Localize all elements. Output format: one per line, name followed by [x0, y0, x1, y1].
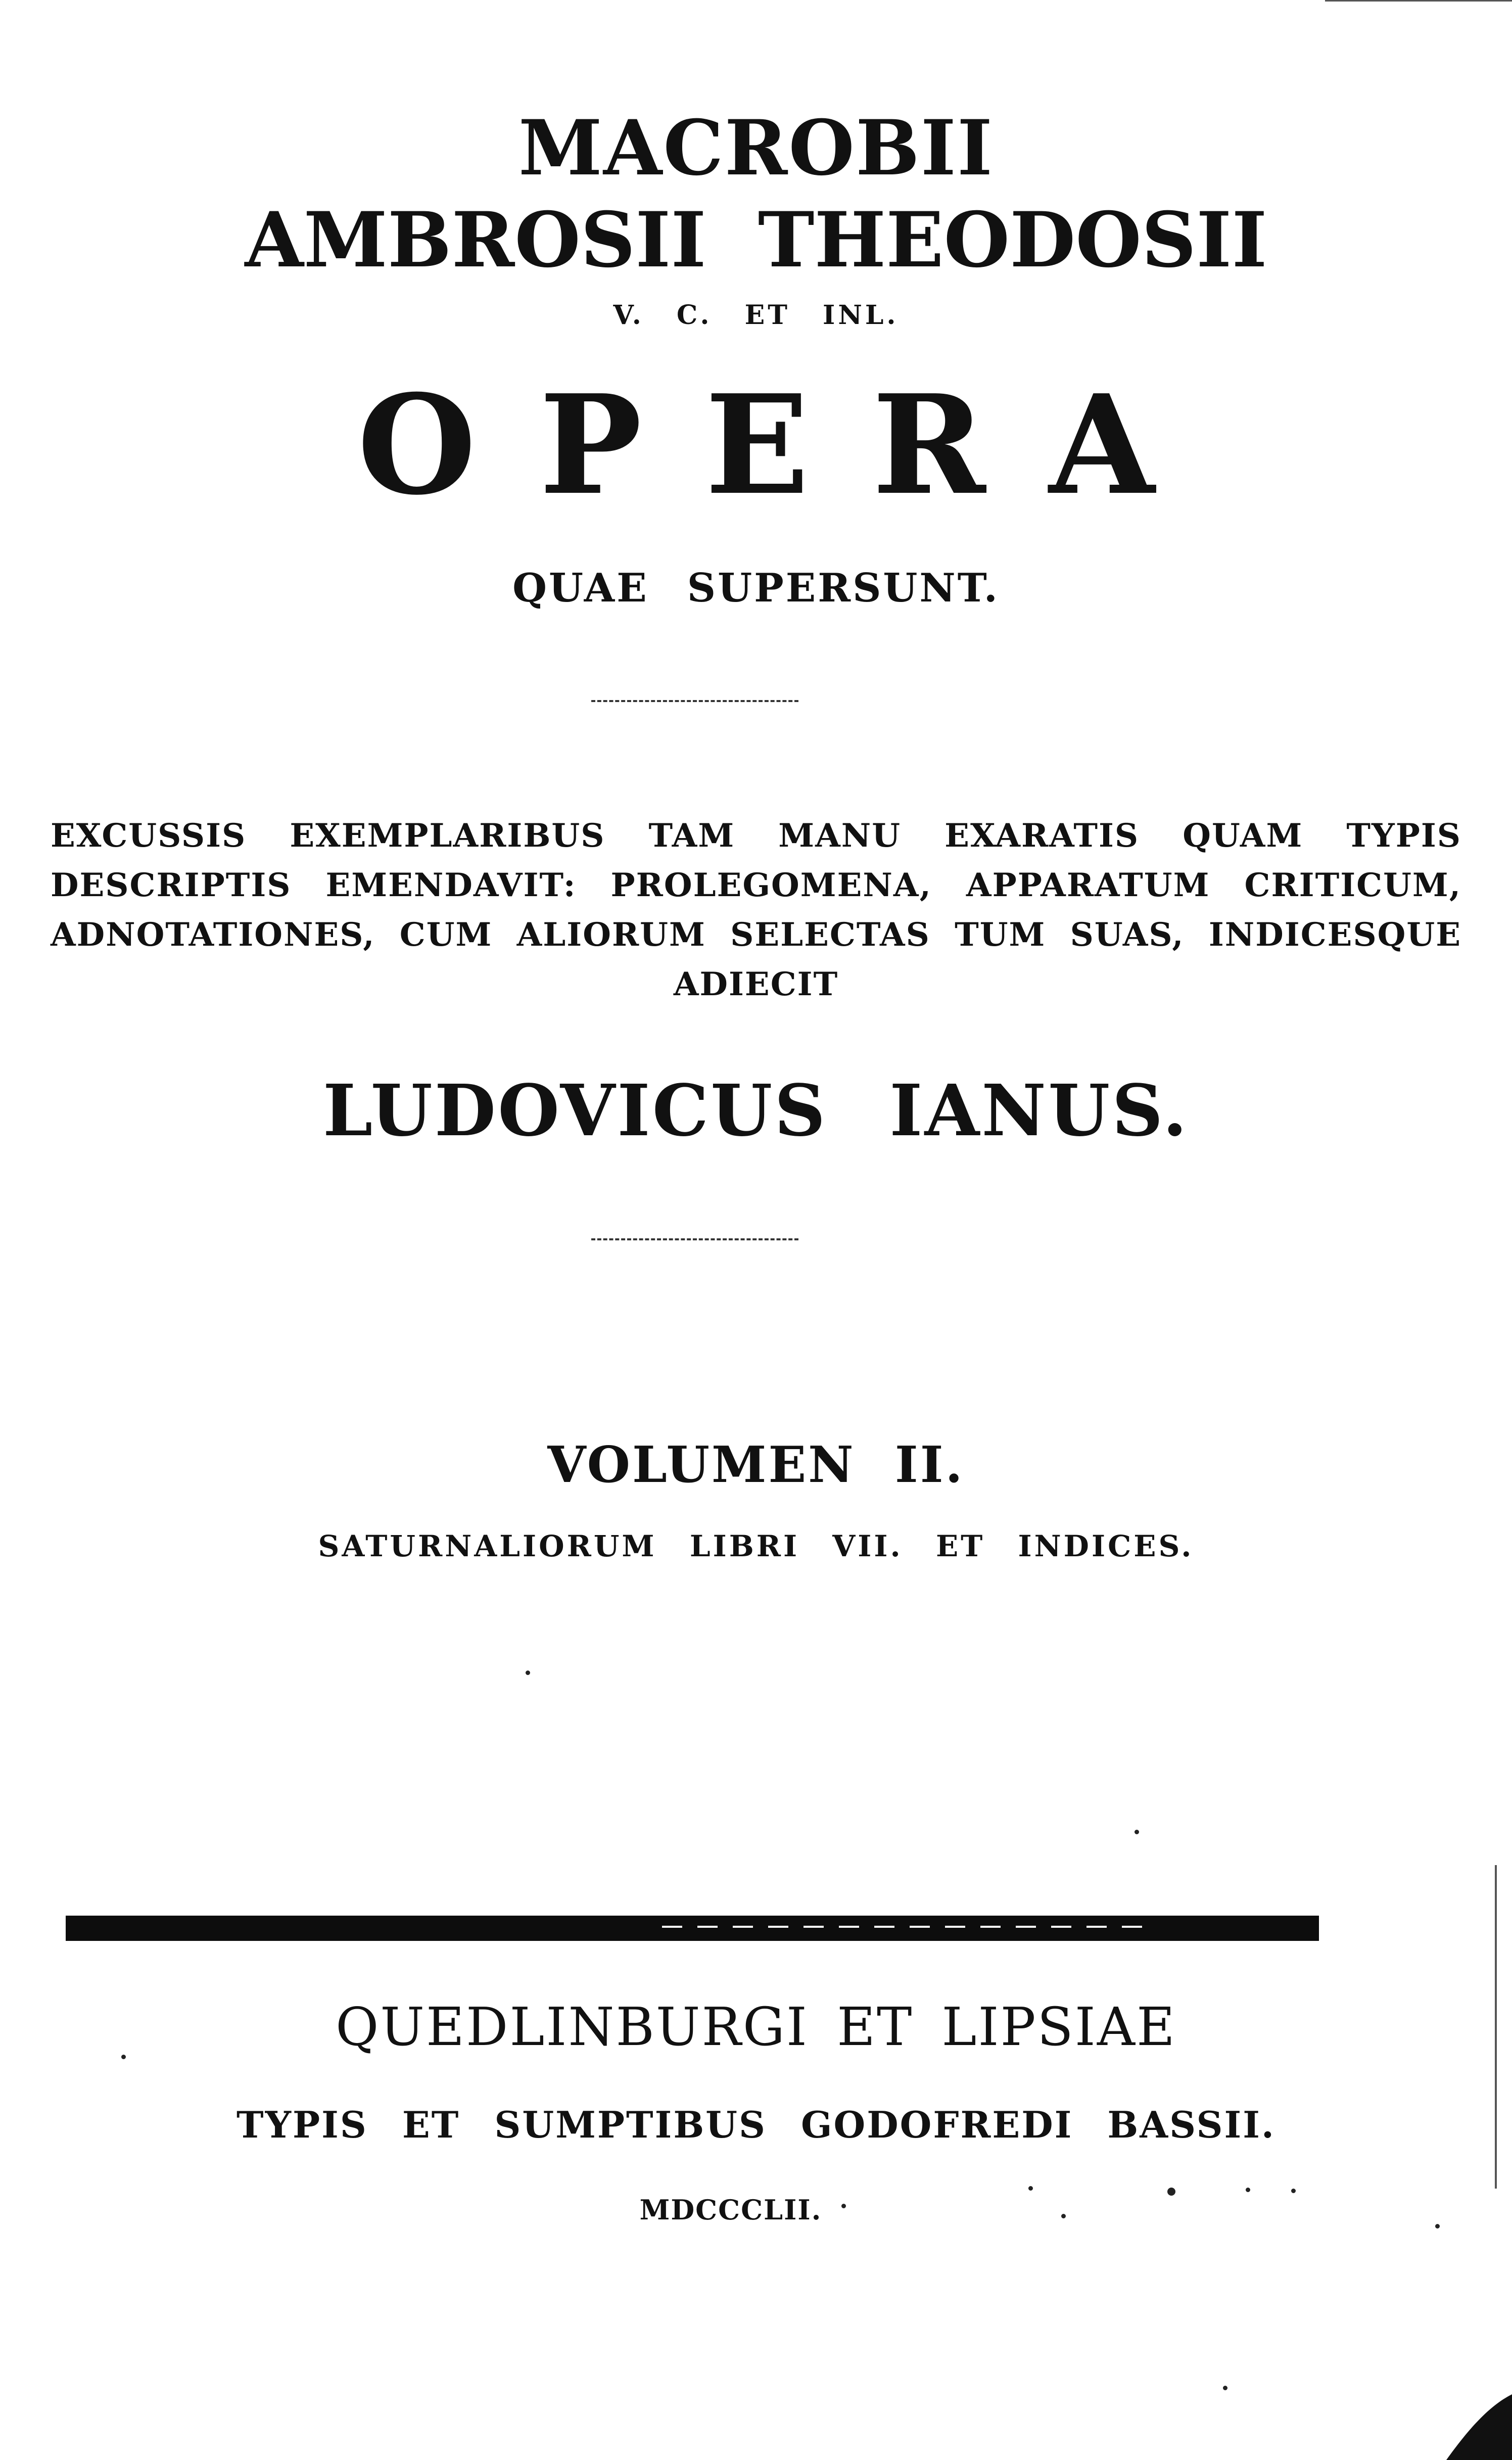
page-corner-mark [1436, 2384, 1512, 2460]
work-subtitle: QUAE SUPERSUNT. [512, 565, 1000, 611]
right-page-edge [1495, 1865, 1497, 2189]
section-divider-top [591, 700, 798, 702]
editor-name: LUDOVICUS IANUS. [322, 1070, 1190, 1152]
edition-description: EXCUSSIS EXEMPLARIBUS TAM MANU EXARATIS QUAM TYPIS DESCRIPTIS EMENDAVIT: PROLEGOMENA, APPARATUM CRITICUM, ADNOTATIONES, CUM ALIORUM SELECTAS TUM SUAS, INDICESQUE ADIECIT [51, 817, 1461, 1003]
imprint-year: MDCCCLII. [639, 2194, 822, 2226]
ink-speck [1061, 2214, 1066, 2218]
volume-contents: SATURNALIORUM LIBRI VII. ET INDICES. [318, 1529, 1194, 1563]
work-title: OPERA [357, 364, 1218, 525]
imprint-printer: TYPIS ET SUMPTIBUS GODOFREDI BASSII. [237, 2103, 1275, 2146]
section-divider-middle [591, 1238, 798, 1240]
author-honorific: V. C. ET INL. [613, 300, 899, 331]
imprint-place: QUEDLINBURGI ET LIPSIAE [336, 1996, 1176, 2058]
ink-speck [1435, 2224, 1440, 2229]
thick-rule [66, 1916, 1319, 1941]
ink-speck [1291, 2189, 1296, 2193]
ink-speck [1135, 1830, 1139, 1834]
author-name-line-2: AMBROSII THEODOSII [245, 196, 1267, 285]
ink-speck [1167, 2188, 1175, 2196]
top-edge-line [1325, 0, 1512, 2]
ink-speck [1223, 2386, 1227, 2390]
ink-speck [526, 1670, 530, 1675]
ink-speck [1028, 2186, 1033, 2191]
ink-speck [121, 2055, 126, 2059]
author-name-line-1: MACROBII [518, 104, 994, 193]
ink-speck [1246, 2188, 1250, 2192]
volume-number: VOLUMEN II. [547, 1436, 965, 1494]
ink-speck [841, 2204, 846, 2208]
